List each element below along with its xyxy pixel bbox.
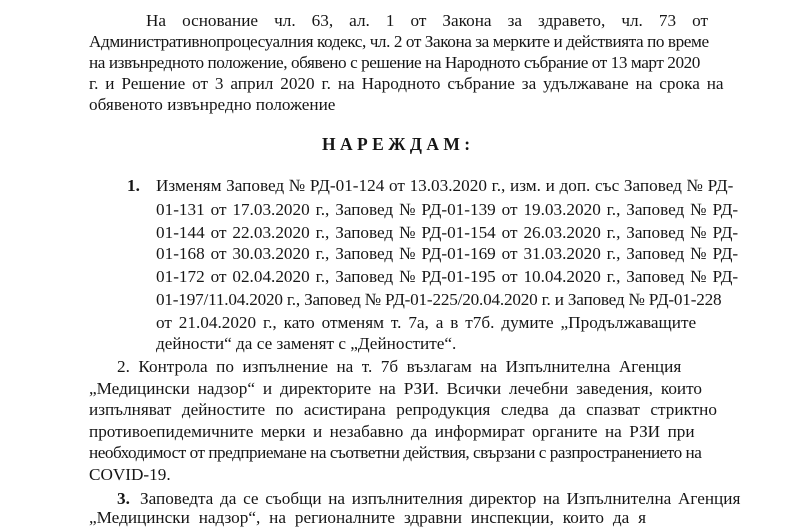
- order-heading: НАРЕЖДАМ:: [322, 134, 475, 154]
- item-3-line-2: „Медицински надзор“, на регионалните здравни инспекции, които да я: [89, 508, 647, 527]
- item-2-line-5: необходимост от предприемане на съответни действия, свързани с разпространението на: [89, 443, 702, 462]
- preamble-line-3: на извънредното положение, обявено с решение на Народното събрание от 13 март 2020: [89, 53, 700, 72]
- preamble-word: чл.: [621, 11, 643, 30]
- item-1-line-6: 01-197/11.04.2020 г., Заповед № РД-01-225/20.04.2020 г. и Заповед № РД-01-228: [156, 290, 722, 309]
- preamble-line-1: [146, 11, 708, 31]
- item-1-line-8: дейности“ да се заменят с „Дейностите“.: [156, 334, 457, 353]
- item-1-line-2: 01-131 от 17.03.2020 г., Заповед № РД-01-139 от 19.03.2020 г., Заповед № РД-: [156, 200, 739, 219]
- preamble-line-5: обявеното извънредно положение: [89, 95, 336, 114]
- preamble-word: 1: [385, 11, 395, 30]
- preamble-word: от: [692, 11, 708, 30]
- item-1-number: 1.: [127, 176, 140, 195]
- item-3-number: 3.: [117, 489, 130, 508]
- preamble-word: за: [507, 11, 522, 30]
- preamble-line-2: Административнопроцесуалния кодекс, чл. 2 от Закона за мерките и действията по време: [89, 32, 709, 51]
- preamble-word: ал.: [349, 11, 370, 30]
- item-1-line-5: 01-172 от 02.04.2020 г., Заповед № РД-01-195 от 10.04.2020 г., Заповед № РД-: [156, 267, 739, 286]
- item-2-line-3: изпълняват дейностите по асистирана репродукция следва да спазват стриктно: [89, 400, 717, 419]
- item-1-line-7: от 21.04.2020 г., като отменям т. 7а, а в т7б. думите „Продължаващите: [156, 313, 697, 332]
- preamble-word: На: [146, 11, 167, 30]
- preamble-line-4: г. и Решение от 3 април 2020 г. на Народното събрание за удължаване на срока на: [89, 74, 724, 93]
- item-2-line-6: COVID-19.: [89, 465, 171, 484]
- preamble-word: Закона: [442, 11, 492, 30]
- preamble-word: здравето,: [538, 11, 606, 30]
- preamble-word: чл.: [274, 11, 296, 30]
- preamble-word: 73: [658, 11, 677, 30]
- item-2-line-2: „Медицински надзор“ и директорите на РЗИ. Всички лечебни заведения, които: [89, 379, 702, 398]
- item-3-line-1: Заповедта да се съобщи на изпълнителния директор на Изпълнителна Агенция: [140, 489, 741, 508]
- preamble-word: от: [410, 11, 427, 30]
- preamble-word: 63,: [311, 11, 334, 30]
- preamble-word: основание: [182, 11, 259, 30]
- item-1-line-3: 01-144 от 22.03.2020 г., Заповед № РД-01-154 от 26.03.2020 г., Заповед № РД-: [156, 223, 739, 242]
- item-1-line-4: 01-168 от 30.03.2020 г., Заповед № РД-01-169 от 31.03.2020 г., Заповед № РД-: [156, 244, 739, 263]
- item-2-line-1: 2. Контрола по изпълнение на т. 7б възлагам на Изпълнителна Агенция: [117, 357, 682, 376]
- item-2-line-4: противоепидемичните мерки и незабавно да информират органите на РЗИ при: [89, 422, 695, 441]
- item-1-line-1: Изменям Заповед № РД-01-124 от 13.03.2020 г., изм. и доп. със Заповед № РД-: [156, 176, 734, 195]
